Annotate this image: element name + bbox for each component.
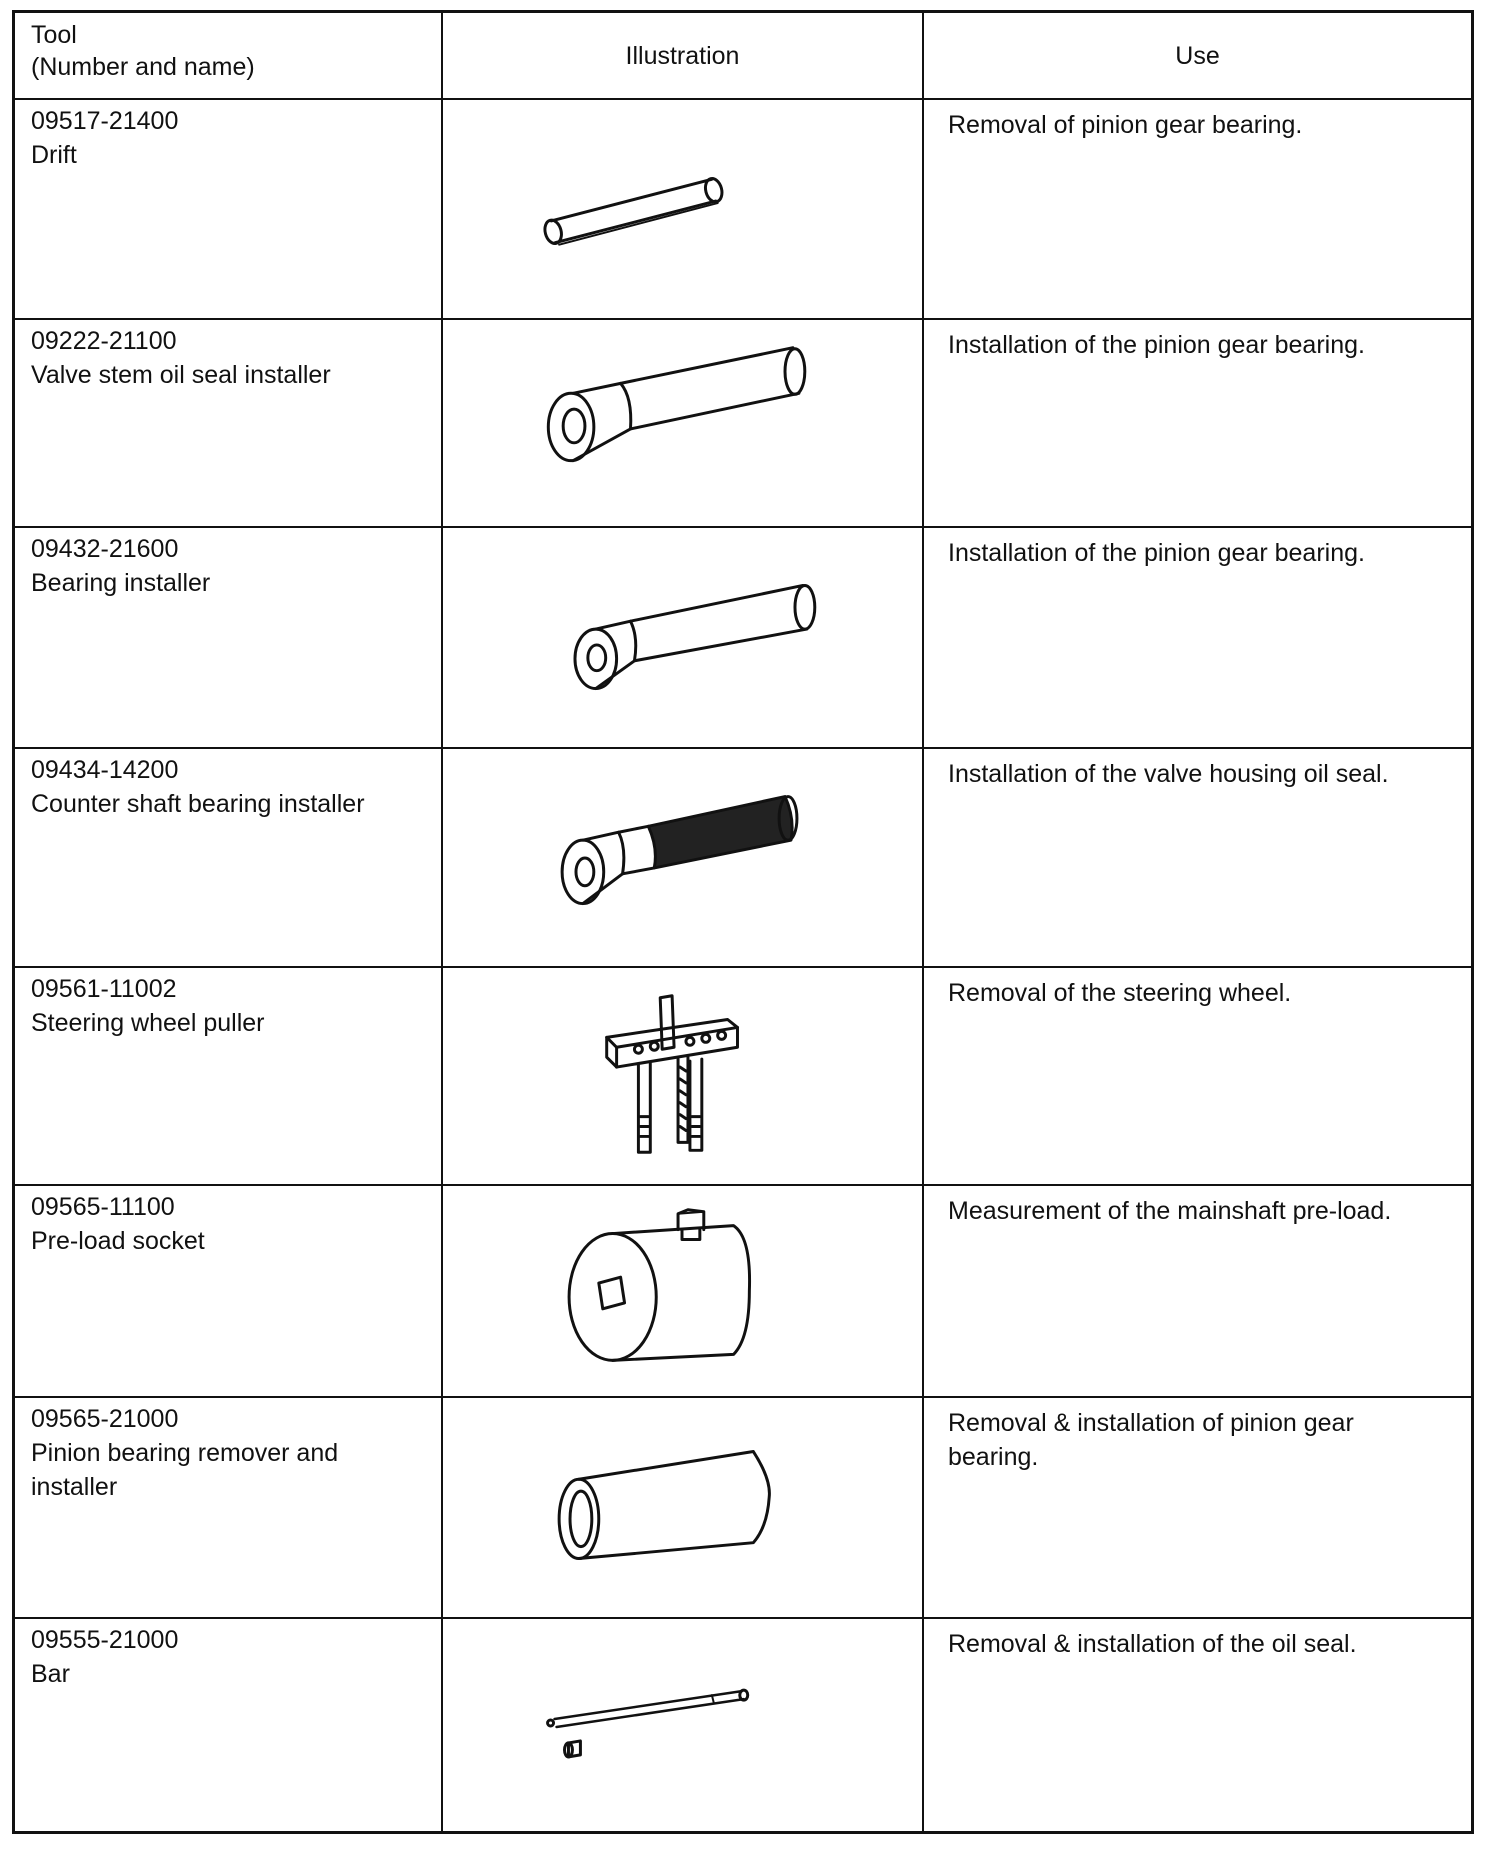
steering-wheel-puller-icon [443,968,922,1184]
header-tool-line1: Tool [31,21,77,49]
tool-cell [15,749,443,966]
tool-number: 09561-11002 [31,975,177,1003]
illustration-cell [443,528,924,747]
table-row [15,320,1471,528]
tool-name: Bearing installer [31,569,211,597]
tool-cell [15,1619,443,1831]
use-cell: Removal of the steering wheel. [948,979,1292,1007]
drift-icon [443,100,922,318]
use-cell [924,1398,1471,1617]
use-cell: Installation of the pinion gear bearing. [948,331,1365,359]
table-row [15,1186,1471,1398]
tool-number: 09222-21100 [31,327,177,355]
tool-name: Drift [31,141,77,169]
illustration-cell [443,1619,924,1831]
table-row [15,100,1471,320]
illustration-cell [443,749,924,966]
tool-name: Bar [31,1660,70,1688]
pinion-bearing-remover-installer-icon [443,1398,922,1617]
tool-name: Valve stem oil seal installer [31,361,331,389]
table-row [15,1619,1471,1831]
tool-name-line2: installer [31,1473,118,1501]
table-header-row [15,13,1471,100]
tool-name-line1: Pinion bearing remover and [31,1439,339,1467]
tool-number: 09565-21000 [31,1405,179,1433]
tool-number: 09432-21600 [31,535,179,563]
use-cell: Removal of pinion gear bearing. [948,111,1303,139]
tool-name: Counter shaft bearing installer [31,790,365,818]
header-tool-line2: (Number and name) [31,53,255,81]
use-cell: Installation of the pinion gear bearing. [948,539,1365,567]
header-tool [15,13,443,98]
illustration-cell [443,100,924,318]
illustration-cell [443,1186,924,1396]
counter-shaft-bearing-installer-icon [443,749,922,966]
tool-cell [15,1186,443,1396]
bearing-installer-icon [443,528,922,747]
tool-cell [15,320,443,526]
illustration-cell [443,1398,924,1617]
table-row [15,1398,1471,1619]
use-cell: Measurement of the mainshaft pre-load. [948,1197,1392,1225]
tool-name: Pre-load socket [31,1227,205,1255]
tool-number: 09517-21400 [31,107,179,135]
tool-number: 09434-14200 [31,756,179,784]
use-line2: bearing. [948,1443,1039,1471]
illustration-cell [443,968,924,1184]
use-cell: Installation of the valve housing oil seal. [948,760,1389,788]
special-tools-table [12,10,1474,1834]
table-row [15,968,1471,1186]
tool-name: Steering wheel puller [31,1009,265,1037]
illustration-cell [443,320,924,526]
pre-load-socket-icon [443,1186,922,1396]
header-illustration: Illustration [443,13,924,98]
header-use: Use [1175,41,1220,70]
tool-cell [15,100,443,318]
valve-stem-oil-seal-installer-icon [443,320,922,526]
tool-cell [15,968,443,1184]
use-cell: Removal & installation of the oil seal. [948,1630,1357,1658]
tool-cell [15,1398,443,1617]
tool-number: 09555-21000 [31,1626,179,1654]
bar-icon [443,1619,922,1831]
table-row [15,528,1471,749]
use-line1: Removal & installation of pinion gear [948,1409,1354,1437]
table-row [15,749,1471,968]
tool-number: 09565-11100 [31,1193,175,1221]
tool-cell [15,528,443,747]
